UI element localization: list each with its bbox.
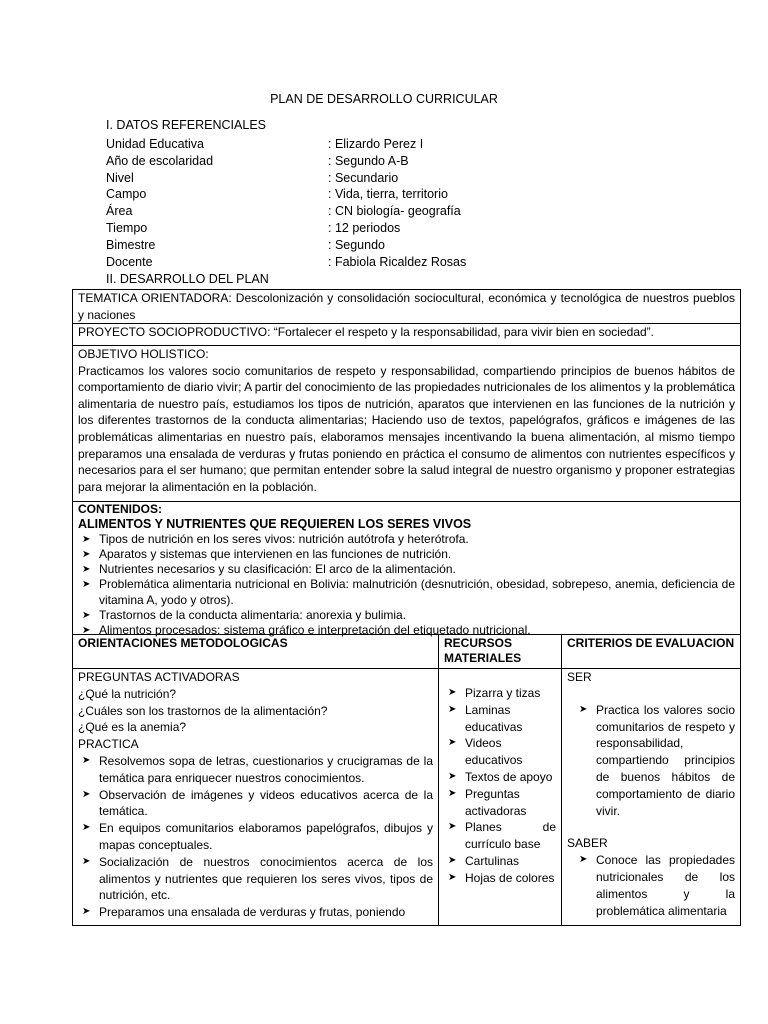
objetivo-box — [72, 345, 741, 502]
datos-referenciales-list — [106, 136, 466, 270]
document-title: PLAN DE DESARROLLO CURRICULAR — [270, 92, 498, 106]
list-item — [444, 819, 556, 853]
arrowhead-bullet-icon: ➤ — [82, 564, 91, 576]
arrowhead-bullet-icon: ➤ — [82, 855, 91, 867]
list-item — [444, 769, 556, 786]
list-item — [78, 753, 433, 787]
datos-value: : Elizardo Perez I — [328, 137, 424, 151]
list-item — [78, 562, 735, 577]
datos-row — [106, 136, 466, 153]
tematica-box — [72, 289, 741, 324]
criterios-column — [562, 635, 740, 925]
arrowhead-bullet-icon: ➤ — [579, 703, 588, 715]
arrowhead-bullet-icon: ➤ — [82, 534, 91, 546]
contenidos-subheading: ALIMENTOS Y NUTRIENTES QUE REQUIEREN LOS SERES VIVOS — [78, 517, 472, 532]
datos-value: : Vida, tierra, territorio — [328, 187, 448, 202]
datos-row — [106, 186, 466, 203]
pregunta-item: ¿Qué es la anemia? — [78, 720, 187, 735]
list-item — [78, 904, 433, 921]
arrowhead-bullet-icon: ➤ — [82, 822, 91, 834]
proyecto-box — [72, 323, 741, 346]
datos-value: : Segundo — [328, 237, 385, 252]
arrowhead-bullet-icon: ➤ — [448, 821, 457, 833]
datos-value: : 12 periodos — [328, 220, 401, 235]
datos-label: Campo — [106, 187, 147, 202]
datos-label: Unidad Educativa — [106, 137, 204, 151]
list-item-text: Practica los valores socio comunitarios de respeto y responsabilidad, compartiendo principios de buenos hábitos de comportamiento de diario vivir. — [596, 702, 735, 818]
list-item-text: Trastornos de la conducta alimentaria: anorexia y bulimia. — [99, 607, 407, 622]
datos-label: Bimestre — [106, 237, 156, 252]
list-item — [78, 854, 433, 904]
list-item — [444, 870, 556, 887]
arrowhead-bullet-icon: ➤ — [448, 737, 457, 749]
tematica-text: TEMATICA ORIENTADORA: Descolonización y consolidación sociocultural, económica y tecnológica de nuestros pueblos y naciones — [78, 291, 735, 322]
list-item — [444, 702, 556, 736]
list-item — [444, 735, 556, 769]
objetivo-heading: OBJETIVO HOLISTICO: — [78, 347, 209, 361]
arrowhead-bullet-icon: ➤ — [448, 770, 457, 782]
saber-heading: SABER — [567, 836, 608, 851]
list-item-text: Videos educativos — [465, 736, 523, 768]
arrowhead-bullet-icon: ➤ — [448, 687, 457, 698]
datos-row — [106, 153, 466, 170]
proyecto-text: PROYECTO SOCIOPRODUCTIVO: “Fortalecer el respeto y la responsabilidad, para vivir bien en sociedad”. — [78, 325, 654, 339]
list-item — [78, 608, 735, 623]
contenidos-box — [72, 501, 741, 635]
saber-list — [575, 852, 735, 919]
list-item-text: Preguntas activadoras — [465, 786, 527, 818]
datos-label: Año de escolaridad — [106, 153, 214, 168]
practica-heading: PRACTICA — [78, 737, 139, 752]
list-item-text: Textos de apoyo — [465, 769, 553, 784]
recursos-list — [444, 685, 556, 887]
criterios-header: CRITERIOS DE EVALUACION — [562, 635, 740, 669]
contenidos-heading: CONTENIDOS: — [78, 502, 162, 516]
list-item-text: Alimentos procesados: sistema gráfico e interpretación del etiquetado nutricional. — [99, 622, 531, 637]
orientaciones-header: ORIENTACIONES METODOLOGICAS — [73, 635, 438, 669]
list-item — [78, 820, 433, 854]
list-item — [444, 853, 556, 870]
ser-list — [575, 702, 735, 820]
datos-label: Área — [106, 204, 133, 219]
datos-row — [106, 203, 466, 220]
list-item-text: Laminas educativas — [465, 702, 523, 734]
recursos-body — [439, 669, 561, 887]
list-item — [78, 532, 735, 547]
preguntas-heading: PREGUNTAS ACTIVADORAS — [78, 670, 240, 684]
datos-value: : Segundo A-B — [328, 153, 409, 168]
arrowhead-bullet-icon: ➤ — [448, 871, 457, 883]
datos-value: : CN biología- geografía — [328, 204, 461, 219]
list-item-text: Socialización de nuestros conocimientos acerca de los alimentos y nutrientes que requieren los seres vivos, tipos de nutrición, etc. — [99, 854, 433, 903]
list-item-text: Preparamos una ensalada de verduras y frutas, poniendo — [99, 905, 406, 920]
pregunta-item: ¿Cuáles son los trastornos de la alimentación? — [78, 703, 328, 718]
arrowhead-bullet-icon: ➤ — [82, 549, 91, 561]
list-item-text: Tipos de nutrición en los seres vivos: nutrición autótrofa y heterótrofa. — [99, 532, 469, 547]
orientaciones-body — [73, 669, 438, 921]
arrowhead-bullet-icon: ➤ — [82, 788, 91, 800]
list-item-text: Cartulinas — [465, 853, 520, 868]
pregunta-item: ¿Qué la nutrición? — [78, 686, 177, 701]
list-item-text: Pizarra y tizas — [465, 686, 541, 700]
list-item — [575, 702, 735, 820]
list-item — [78, 547, 735, 562]
contenidos-list — [78, 532, 735, 638]
list-item-text: Planes de currículo base — [465, 820, 556, 852]
arrowhead-bullet-icon: ➤ — [448, 854, 457, 866]
ser-heading: SER — [567, 670, 592, 684]
list-item-text: Hojas de colores — [465, 870, 555, 885]
list-item-text: Aparatos y sistemas que intervienen en las funciones de nutrición. — [99, 547, 452, 562]
desarrollo-heading: II. DESARROLLO DEL PLAN — [106, 272, 269, 286]
orientaciones-column — [73, 635, 439, 925]
list-item-text: Resolvemos sopa de letras, cuestionarios y crucigramas de la temática para enriquecer nuestros conocimientos. — [99, 753, 433, 785]
list-item-text: Nutrientes necesarios y su clasificación: El arco de la alimentación. — [99, 562, 456, 577]
datos-row — [106, 254, 466, 271]
list-item-text: Observación de imágenes y videos educativos acerca de la temática. — [99, 787, 433, 819]
list-item-text: Problemática alimentaria nutricional en Bolivia: malnutrición (desnutrición, obesidad, sobrepeso, anemia, deficiencia de vitamina A, yodo y otros). — [99, 577, 735, 607]
arrowhead-bullet-icon: ➤ — [82, 906, 91, 918]
objetivo-text: Practicamos los valores socio comunitarios de respeto y responsabilidad, compartiendo principios de buenos hábitos de comportamiento de diario vivir; A partir del conocimiento de las propiedades nutricionales de los alimentos y la problemática alimentaria de nuestro país, estudiamos los tipos de nutrición, aparatos que intervienen en las funciones de la nutrición y los diferentes trastornos de la conducta alimentarias; Haciendo uso de textos, papelógrafos, gráficos e imágenes de las problemáticas alimentarias en nuestro país, elaboramos mensajes incentivando la buena alimentación, al mismo tiempo preparamos una ensalada de verduras y frutas poniendo en práctica el consumo de alimentos con nutrientes específicos y necesarios para el ser humano; que permitan entender sobre la salud integral de nuestro organismo y proponer estrategias para mejorar la alimentación en la población. — [78, 363, 736, 494]
arrowhead-bullet-icon: ➤ — [82, 754, 91, 766]
plan-table — [72, 634, 741, 926]
list-item-text: En equipos comunitarios elaboramos papelógrafos, dibujos y mapas conceptuales. — [99, 821, 433, 852]
recursos-column — [439, 635, 562, 925]
list-item — [444, 786, 556, 820]
practica-list — [78, 753, 433, 921]
datos-row — [106, 170, 466, 187]
arrowhead-bullet-icon: ➤ — [82, 609, 91, 621]
datos-row — [106, 237, 466, 254]
datos-value: : Secundario — [328, 170, 399, 185]
datos-referenciales-heading: I. DATOS REFERENCIALES — [106, 118, 266, 132]
datos-label: Nivel — [106, 170, 134, 185]
datos-row — [106, 220, 466, 237]
criterios-body — [562, 669, 740, 919]
list-item — [78, 577, 735, 607]
arrowhead-bullet-icon: ➤ — [448, 787, 457, 799]
datos-value: : Fabiola Ricaldez Rosas — [328, 254, 467, 269]
datos-label: Tiempo — [106, 220, 148, 235]
arrowhead-bullet-icon: ➤ — [82, 579, 91, 591]
arrowhead-bullet-icon: ➤ — [448, 703, 457, 715]
list-item — [444, 685, 556, 702]
arrowhead-bullet-icon: ➤ — [82, 624, 91, 636]
list-item — [78, 787, 433, 821]
datos-label: Docente — [106, 254, 153, 269]
list-item — [575, 852, 735, 919]
list-item-text: Conoce las propiedades nutricionales de los alimentos y la problemática alimentaria — [596, 853, 735, 918]
recursos-header: RECURSOS MATERIALES — [439, 635, 561, 669]
arrowhead-bullet-icon: ➤ — [579, 854, 588, 866]
